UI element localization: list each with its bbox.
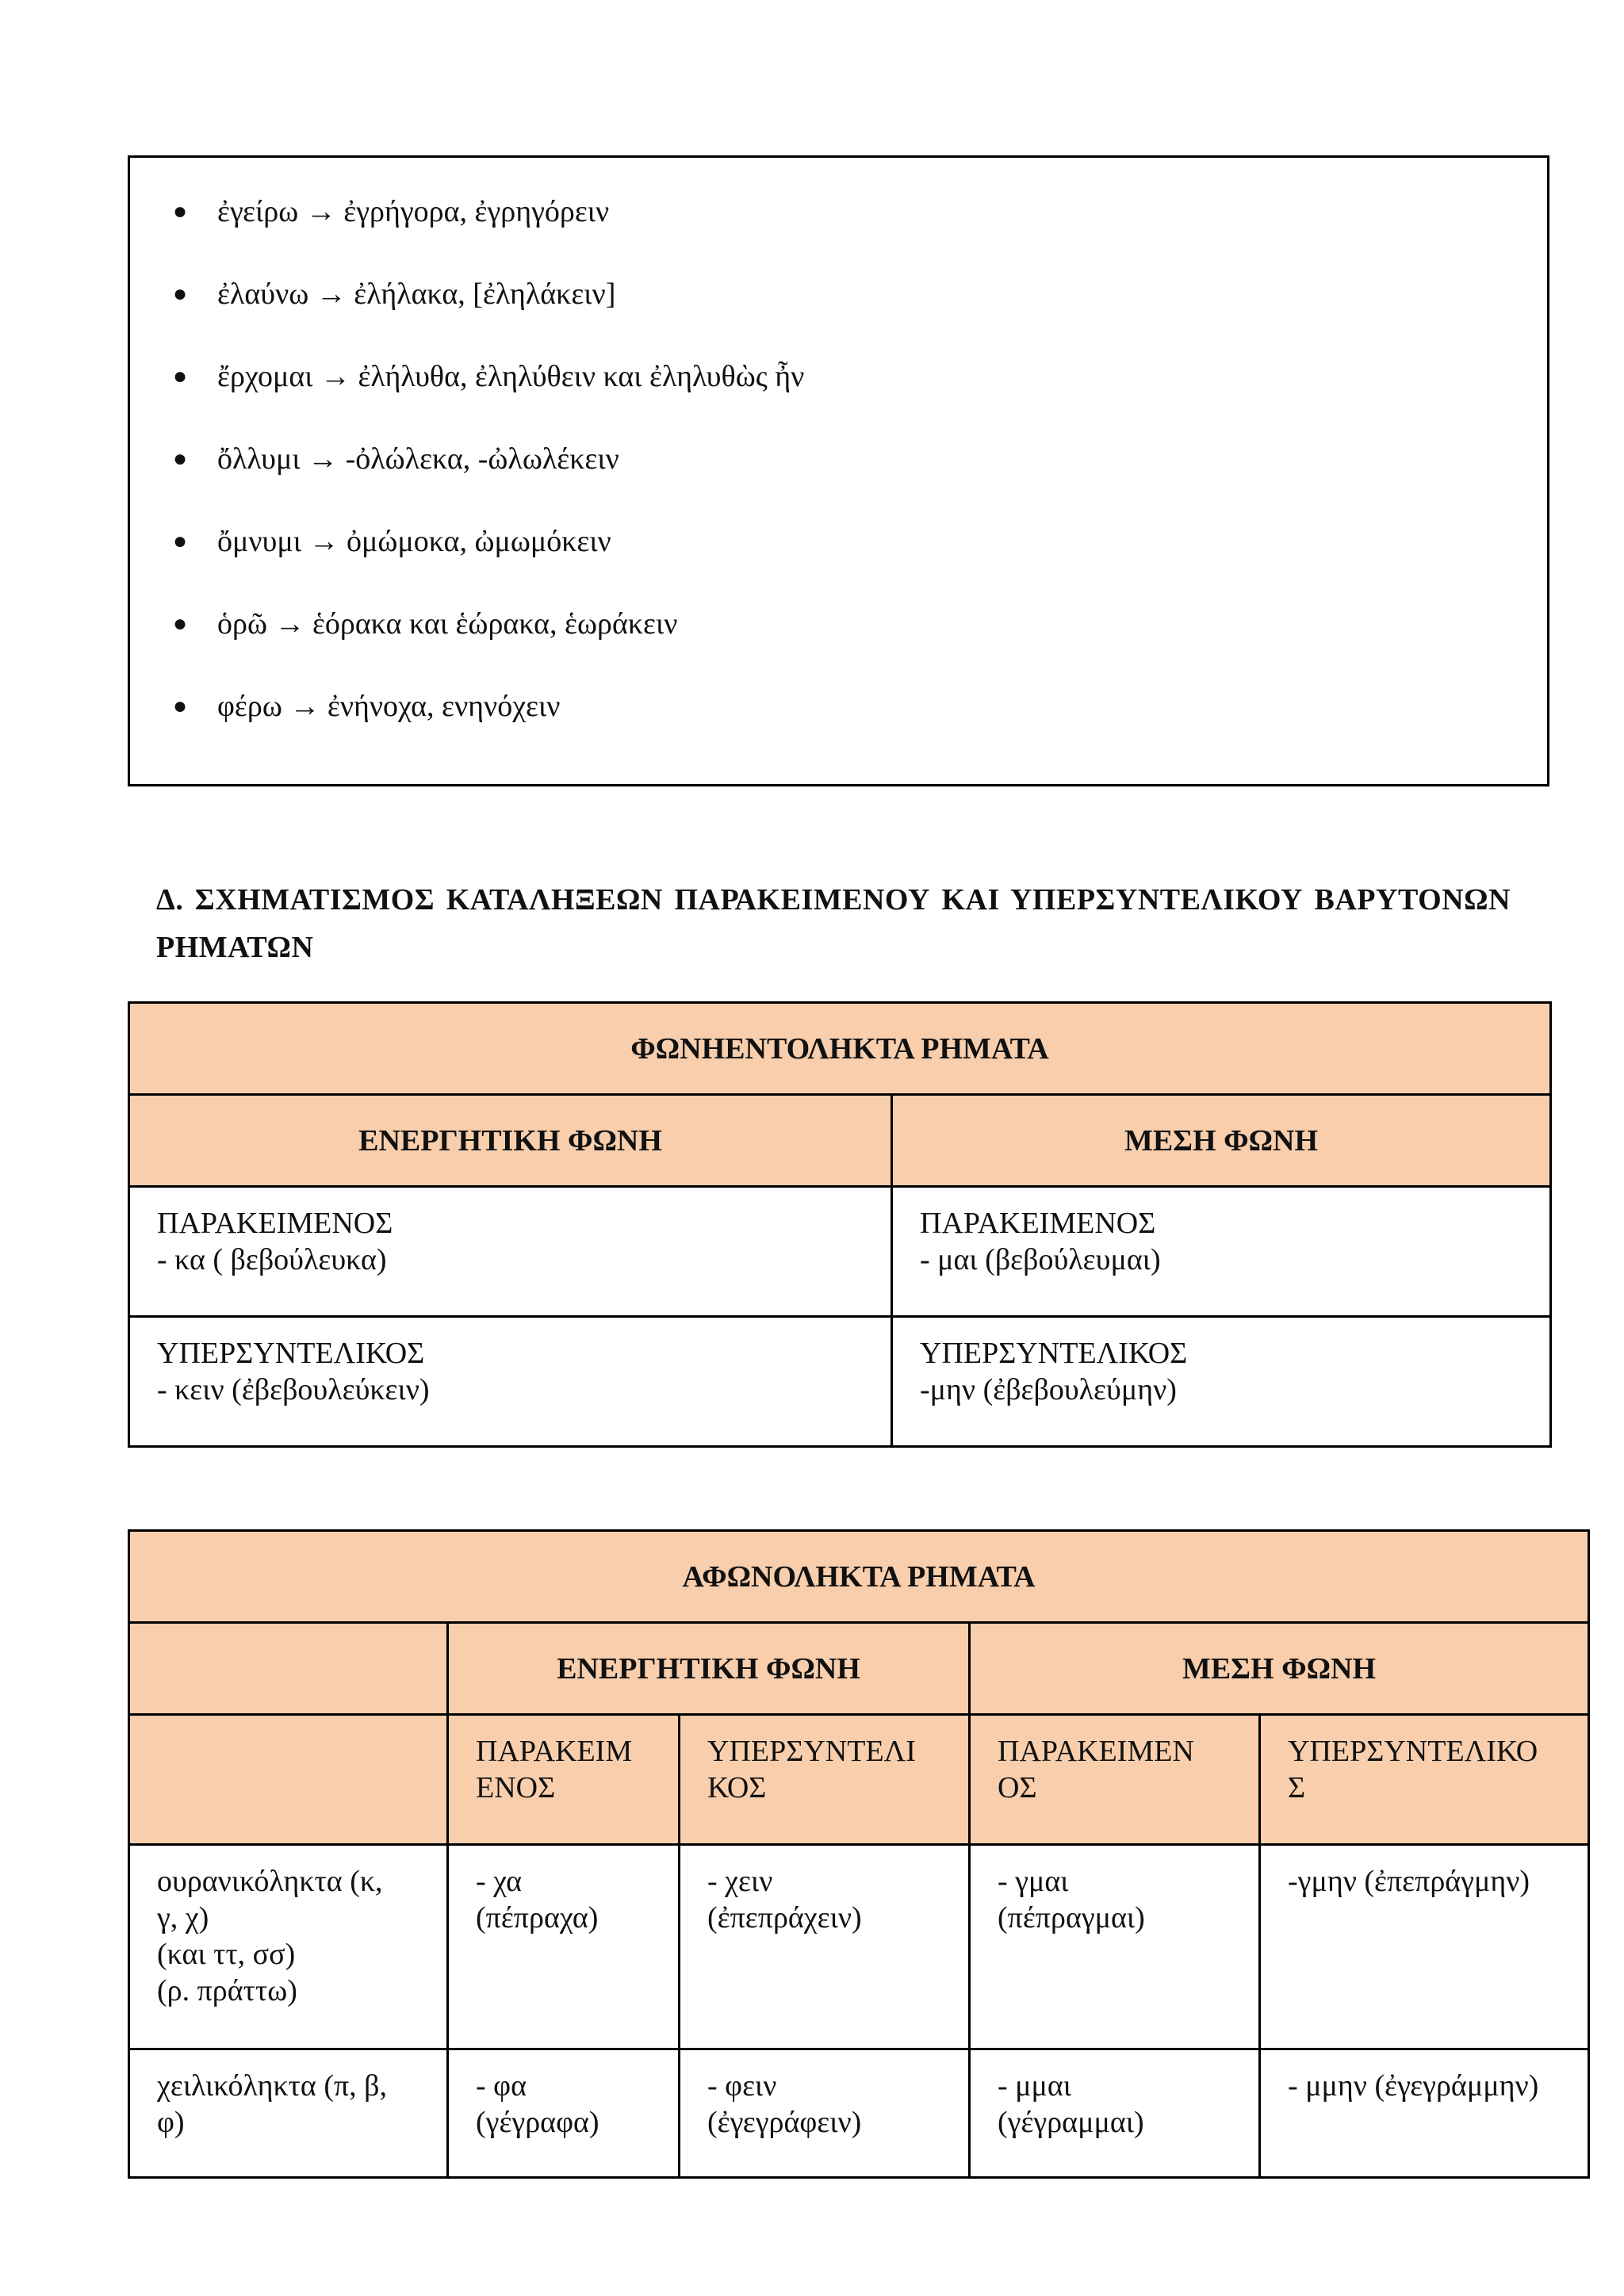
subheader-middle-perfect: ΠΑΡΑΚΕΙΜΕΝ ΟΣ <box>970 1715 1260 1845</box>
list-item: ● ἔρχομαι → ἐλήλυθα, ἐληλύθειν και ἐληλυθὼς ἦν <box>173 360 805 393</box>
column-header-middle: ΜΕΣΗ ΦΩΝΗ <box>892 1095 1551 1187</box>
table-cell: - φα (γέγραφα) <box>448 2049 680 2178</box>
bullet-icon: ● <box>173 610 188 637</box>
list-item: ● ἐλαύνω → ἐλήλακα, [ἐληλάκειν] <box>173 277 616 311</box>
table-row <box>129 1317 1551 1447</box>
bullet-icon: ● <box>173 528 188 554</box>
verb-list-box <box>128 155 1549 786</box>
table-cell: - χειν (ἐπεπράχειν) <box>680 1845 970 2049</box>
empty-header-cell <box>129 1623 448 1715</box>
bullet-icon: ● <box>173 281 188 307</box>
table-cell: ΠΑΡΑΚΕΙΜΕΝΟΣ - μαι (βεβούλευμαι) <box>892 1187 1551 1317</box>
table-title: ΑΦΩΝΟΛΗΚΤΑ ΡΗΜΑΤΑ <box>129 1531 1589 1623</box>
list-item: ● ὁρῶ → ἑόρακα και ἑώρακα, ἑωράκειν <box>173 607 678 641</box>
table-cell: ΥΠΕΡΣΥΝΤΕΛΙΚΟΣ - κειν (ἐβεβουλεύκειν) <box>129 1317 892 1447</box>
column-header-active: ΕΝΕΡΓΗΤΙΚΗ ΦΩΝΗ <box>448 1623 970 1715</box>
bullet-icon: ● <box>173 446 188 472</box>
bullet-icon: ● <box>173 693 188 719</box>
bullet-icon: ● <box>173 363 188 389</box>
table-row <box>129 2049 1589 2178</box>
subheader-active-perfect: ΠΑΡΑΚΕΙΜ ΕΝΟΣ <box>448 1715 680 1845</box>
table-cell: - μμαι (γέγραμμαι) <box>970 2049 1260 2178</box>
table-row <box>129 1187 1551 1317</box>
table-cell: - χα (πέπραχα) <box>448 1845 680 2049</box>
column-header-active: ΕΝΕΡΓΗΤΙΚΗ ΦΩΝΗ <box>129 1095 892 1187</box>
subheader-middle-pluperfect: ΥΠΕΡΣΥΝΤΕΛΙΚΟ Σ <box>1260 1715 1589 1845</box>
column-header-middle: ΜΕΣΗ ΦΩΝΗ <box>970 1623 1589 1715</box>
table-cell: ΠΑΡΑΚΕΙΜΕΝΟΣ - κα ( βεβούλευκα) <box>129 1187 892 1317</box>
table-cell: -γμην (ἐπεπράγμην) <box>1260 1845 1589 2049</box>
list-item: ● φέρω → ἐνήνοχα, ενηνόχειν <box>173 690 561 723</box>
subheader-active-pluperfect: ΥΠΕΡΣΥΝΤΕΛΙ ΚΟΣ <box>680 1715 970 1845</box>
table-cell: - μμην (ἐγεγράμμην) <box>1260 2049 1589 2178</box>
list-item: ● ὄμνυμι → ὀμώμοκα, ὠμωμόκειν <box>173 525 611 558</box>
table-cell: - φειν (ἐγεγράφειν) <box>680 2049 970 2178</box>
row-label: χειλικόληκτα (π, β, φ) <box>129 2049 448 2178</box>
table-row <box>129 1845 1589 2049</box>
list-item: ● ἐγείρω → ἐγρήγορα, ἐγρηγόρειν <box>173 195 610 228</box>
bullet-icon: ● <box>173 198 188 224</box>
table-title: ΦΩΝΗΕΝΤΟΛΗΚΤΑ ΡΗΜΑΤΑ <box>129 1003 1551 1095</box>
row-label: ουρανικόληκτα (κ, γ, χ) (και ττ, σσ) (ρ. πράττω) <box>129 1845 448 2049</box>
table-cell: ΥΠΕΡΣΥΝΤΕΛΙΚΟΣ -μην (ἐβεβουλεύμην) <box>892 1317 1551 1447</box>
section-heading: Δ. ΣΧΗΜΑΤΙΣΜΟΣ ΚΑΤΑΛΗΞΕΩΝ ΠΑΡΑΚΕΙΜΕΝΟΥ ΚΑΙ ΥΠΕΡΣΥΝΤΕΛΙΚΟΥ ΒΑΡΥΤΟΝΩΝ ΡΗΜΑΤΩΝ <box>156 883 1511 964</box>
empty-header-cell <box>129 1715 448 1845</box>
list-item: ● ὄλλυμι → -ὀλώλεκα, -ὠλωλέκειν <box>173 442 619 476</box>
vowel-stem-table <box>128 1001 1552 1448</box>
table-cell: - γμαι (πέπραγμαι) <box>970 1845 1260 2049</box>
consonant-stem-table <box>128 1529 1590 2179</box>
